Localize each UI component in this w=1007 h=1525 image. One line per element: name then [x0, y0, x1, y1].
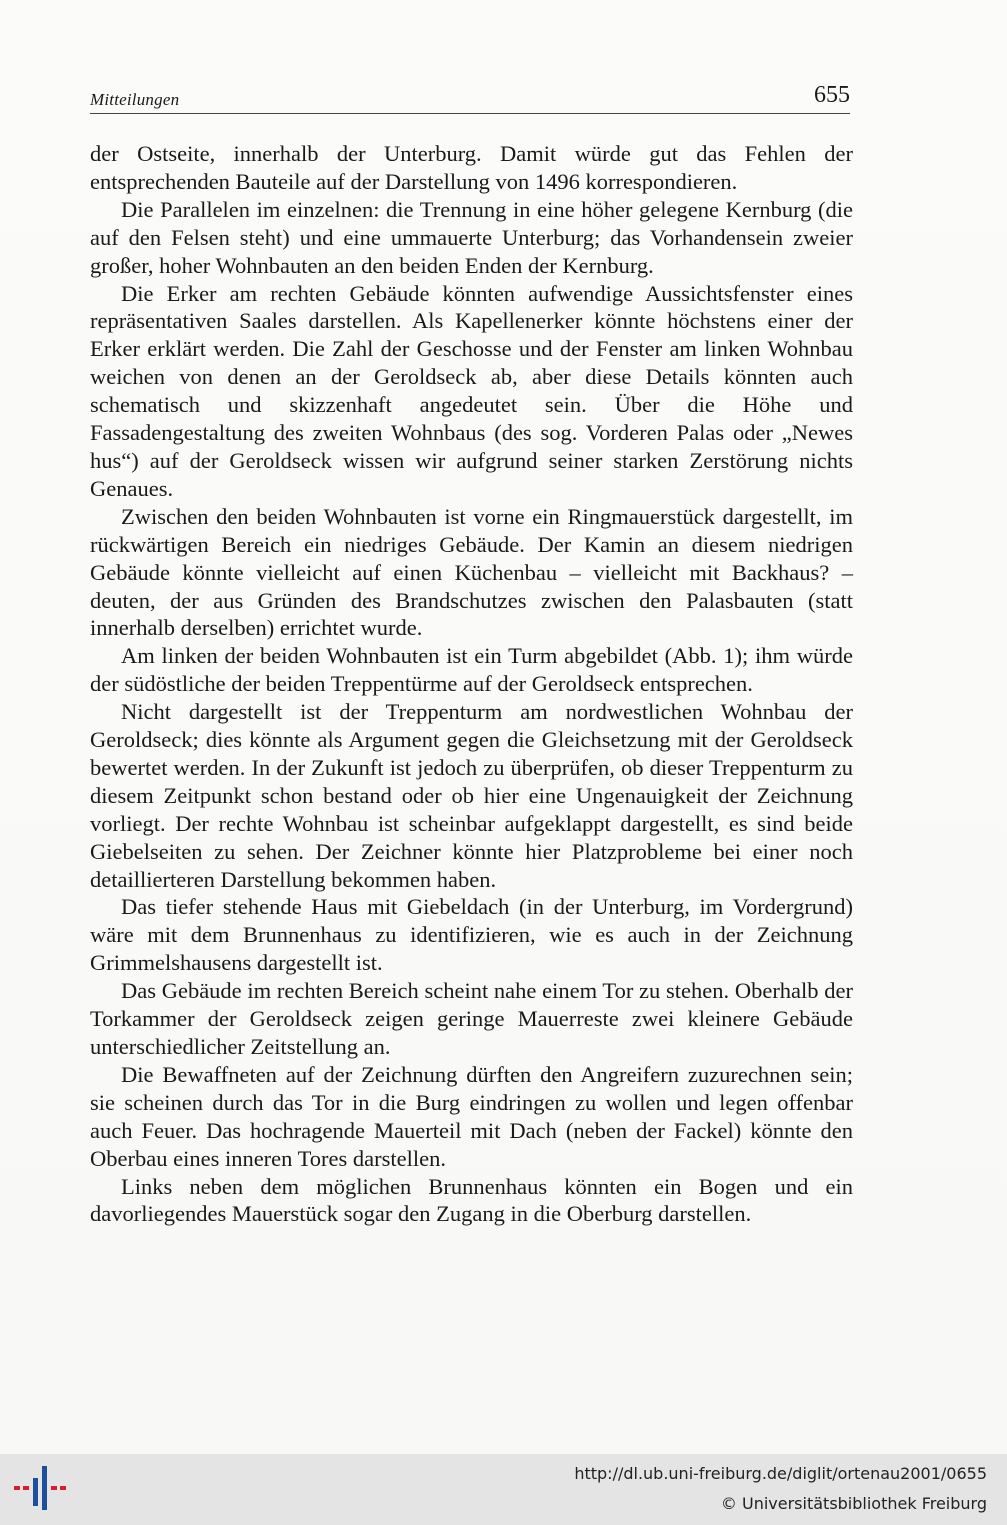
paragraph: Am linken der beiden Wohnbauten ist ein Turm abgebildet (Abb. 1); ihm würde der südöstliche der beiden Treppentürme auf der Geroldseck entsprechen. — [90, 643, 853, 697]
running-title: Mitteilungen — [90, 90, 180, 109]
header-rule — [90, 113, 850, 114]
paragraph: der Ostseite, innerhalb der Unterburg. Damit würde gut das Fehlen der entsprechenden Bauteile auf der Darstellung von 1496 korrespondieren. — [90, 141, 853, 194]
paragraph: Links neben dem möglichen Brunnenhaus könnten ein Bogen und ein davorliegendes Mauerstück sogar den Zugang in die Oberburg darstellen. — [90, 1173, 853, 1227]
paragraph: Die Erker am rechten Gebäude könnten aufwendige Aussichtsfenster eines repräsentativen Saales darstellen. Als Kapellenerker könnte höchstens einer der Erker erklärt werden. Die Zahl der Geschosse und der Fenster am linken Wohnbau weichen von denen an der Geroldseck ab, aber diese Details könnten auch schematisch und skizzenhaft angedeutet sein. Über die Höhe und Fassadengestaltung des zweiten Wohnbaus (des sog. Vorderen Palas oder „Newes hus“) auf der Geroldseck wissen wir aufgrund seiner starken Zerstörung nichts Genaues. — [90, 280, 853, 501]
footer-bar — [0, 1454, 1007, 1525]
permalink-url[interactable]: http://dl.ub.uni-freiburg.de/diglit/ortenau2001/0655 — [574, 1464, 987, 1483]
paragraph: Die Bewaffneten auf der Zeichnung dürften den Angreifern zuzurechnen sein; sie scheinen durch das Tor in die Burg eindringen zu wollen und legen offenbar auch Feuer. Das hochragende Mauerteil mit Dach (neben der Fackel) könnte den Oberbau eines inneren Tores darstellen. — [90, 1061, 853, 1171]
body-text — [90, 140, 853, 1228]
paragraph: Das tiefer stehende Haus mit Giebeldach (in der Unterburg, im Vordergrund) wäre mit dem Brunnenhaus zu identifizieren, wie es auch in der Zeichnung Grimmelshausens dargestellt ist. — [90, 894, 853, 976]
page-number: 655 — [814, 82, 850, 108]
running-head — [90, 82, 850, 114]
paragraph: Das Gebäude im rechten Bereich scheint nahe einem Tor zu stehen. Oberhalb der Torkammer der Geroldseck zeigen geringe Mauerreste zwei kleinere Gebäude unterschiedlicher Zeitstellung an. — [90, 978, 853, 1059]
paragraph: Nicht dargestellt ist der Treppenturm am nordwestlichen Wohnbau der Geroldseck; dies könnte als Argument gegen die Gleichsetzung mit der Geroldseck bewertet werden. In der Zukunft ist jedoch zu überprüfen, ob dieser Treppenturm zu diesem Zeitpunkt schon bestand oder ob hier eine Ungenauigkeit der Zeichnung vorliegt. Der rechte Wohnbau ist scheinbar aufgeklappt dargestellt, es sind beide Giebelseiten zu sehen. Der Zeichner könnte hier Platzprobleme bei einer noch detaillierteren Darstellung bekommen haben. — [90, 699, 853, 892]
ub-freiburg-logo-icon — [14, 1464, 66, 1516]
paragraph: Zwischen den beiden Wohnbauten ist vorne ein Ringmauerstück dargestellt, im rückwärtigen Bereich ein niedriges Gebäude. Der Kamin an diesem niedrigen Gebäude könnte vielleicht auf einen Küchenbau – vielleicht mit Backhaus? – deuten, der aus Gründen des Brandschutzes zwischen den Palasbauten (statt innerhalb derselben) errichtet wurde. — [90, 503, 853, 641]
copyright-notice: © Universitätsbibliothek Freiburg — [720, 1494, 987, 1513]
paragraph: Die Parallelen im einzelnen: die Trennung in eine höher gelegene Kernburg (die auf den Felsen steht) und eine ummauerte Unterburg; das Vorhandensein zweier großer, hoher Wohnbauten an den beiden Enden der Kernburg. — [90, 196, 853, 278]
